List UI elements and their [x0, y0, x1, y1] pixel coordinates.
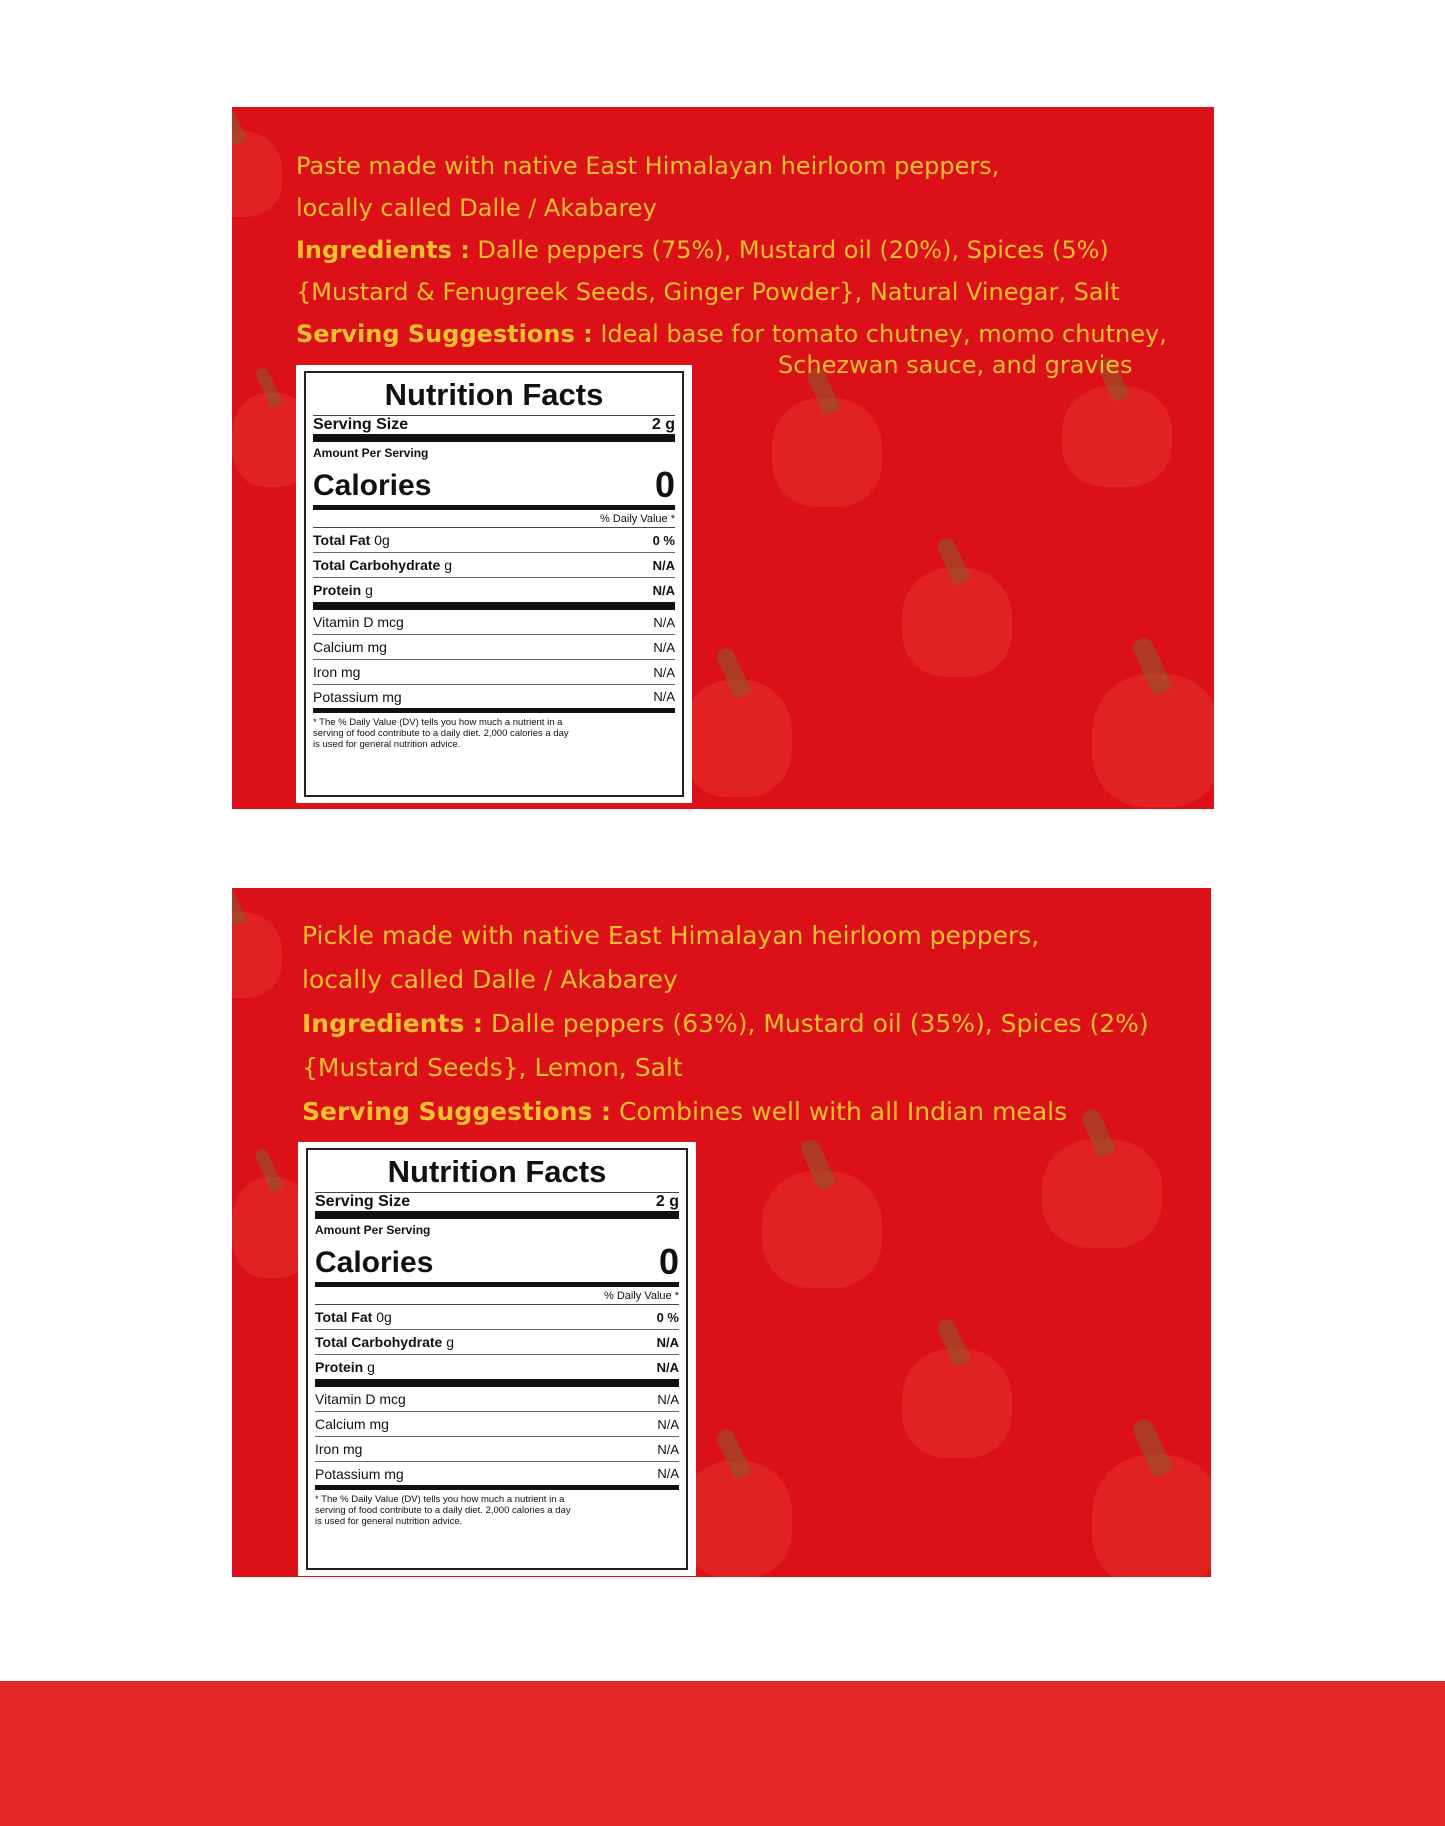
footnote-line: * The % Daily Value (DV) tells you how much a nutrient in a: [313, 717, 563, 728]
nutrient-unit: g: [367, 1359, 375, 1375]
pickle-intro-line1: Pickle made with native East Himalayan heirloom peppers,: [302, 921, 1040, 950]
amount-per-serving: Amount Per Serving: [313, 446, 429, 460]
pepper-icon: [232, 888, 282, 998]
nutrient-unit: 0g: [374, 532, 390, 548]
vitamin-row-potassium: [315, 1462, 679, 1490]
vitamin-row-potassium: [313, 685, 675, 713]
nutrient-unit: 0g: [376, 1309, 392, 1325]
pepper-icon: [1092, 637, 1214, 807]
nutrient-name: Total Carbohydrate: [315, 1334, 443, 1350]
pepper-icon: [1092, 1418, 1211, 1577]
nutrient-unit: g: [365, 582, 373, 598]
serving-size-label: Serving Size: [313, 416, 409, 433]
pepper-icon: [232, 107, 282, 217]
footnote-line: serving of food contribute to a daily diet. 2,000 calories a day: [315, 1505, 571, 1516]
paste-description: [296, 145, 1196, 385]
vitamin-row-calcium: [315, 1412, 679, 1437]
nutrient-value: 0 %: [652, 532, 675, 548]
serving-size-label: Serving Size: [315, 1193, 411, 1210]
nutrition-facts-panel: [298, 1142, 696, 1576]
nutrient-name: Total Fat: [313, 532, 371, 548]
vitamin-row-iron: [313, 660, 675, 685]
nutrient-value: N/A: [656, 1334, 679, 1350]
paste-intro-line1: Paste made with native East Himalayan heirloom peppers,: [296, 152, 1000, 180]
paste-ingredients-line1: [296, 229, 1196, 271]
vitamin-name: Calcium mg: [313, 639, 387, 655]
nutrient-name: Protein: [313, 582, 362, 598]
vitamin-row-vitamin-d: [313, 610, 675, 635]
pickle-ingredients-text: Dalle peppers (63%), Mustard oil (35%), Spices (2%): [483, 1009, 1149, 1038]
pickle-label-panel: [232, 888, 1211, 1577]
serving-heading: Serving Suggestions :: [302, 1097, 612, 1126]
vitamin-name: Potassium mg: [313, 688, 402, 705]
nutrient-name: Total Carbohydrate: [313, 557, 441, 573]
paste-intro-line2: locally called Dalle / Akabarey: [296, 194, 657, 222]
pickle-ingredients-line2: {Mustard Seeds}, Lemon, Salt: [302, 1053, 683, 1082]
footnote-line: * The % Daily Value (DV) tells you how much a nutrient in a: [315, 1494, 565, 1505]
vitamin-name: Iron mg: [315, 1441, 363, 1457]
vitamin-value: N/A: [653, 639, 675, 655]
serving-size-value: 2 g: [655, 1193, 679, 1210]
nutrient-row-protein: [313, 578, 675, 610]
serving-size-value: 2 g: [651, 416, 675, 433]
calories-value: 0: [658, 1241, 679, 1282]
vitamin-value: N/A: [657, 1466, 679, 1481]
nutrient-row-total-carbohydrate: [313, 553, 675, 578]
calories-row: [315, 1237, 679, 1287]
paste-serving-text: Ideal base for tomato chutney, momo chutney,: [592, 320, 1167, 348]
nutrition-facts-title: Nutrition Facts: [313, 375, 675, 416]
paste-ingredients-text: Dalle peppers (75%), Mustard oil (20%), Spices (5%): [469, 236, 1109, 264]
amount-per-serving: Amount Per Serving: [315, 1223, 431, 1237]
pepper-icon: [902, 537, 1012, 677]
nutrient-value: N/A: [652, 557, 675, 573]
nutrient-unit: g: [446, 1334, 454, 1350]
vitamin-value: N/A: [657, 1416, 679, 1432]
serving-size-row: [313, 416, 675, 442]
vitamin-name: Vitamin D mcg: [315, 1391, 406, 1407]
footnote-line: is used for general nutrition advice.: [315, 1516, 463, 1527]
nutrient-name: Total Fat: [315, 1309, 373, 1325]
nutrient-value: N/A: [652, 582, 675, 598]
pickle-description: [302, 914, 1202, 1144]
nutrient-value: N/A: [656, 1359, 679, 1375]
pepper-icon: [772, 367, 882, 507]
pepper-icon: [682, 647, 792, 797]
vitamin-value: N/A: [653, 614, 675, 630]
nutrition-facts-panel: [296, 365, 692, 803]
vitamin-name: Iron mg: [313, 664, 361, 680]
pickle-intro-line2: locally called Dalle / Akabarey: [302, 965, 678, 994]
calories-label: Calories: [313, 469, 432, 502]
nutrition-footnote: [315, 1494, 679, 1527]
nutrient-row-total-carbohydrate: [315, 1330, 679, 1355]
nutrition-facts-title: Nutrition Facts: [315, 1152, 679, 1193]
footnote-line: serving of food contribute to a daily diet. 2,000 calories a day: [313, 728, 569, 739]
pepper-icon: [682, 1428, 792, 1577]
vitamin-row-calcium: [313, 635, 675, 660]
pickle-ingredients-line1: [302, 1002, 1202, 1046]
pickle-serving-line1: [302, 1090, 1202, 1134]
vitamin-value: N/A: [653, 664, 675, 680]
vitamin-name: Potassium mg: [315, 1465, 404, 1482]
calories-row: [313, 460, 675, 510]
nutrient-row-total-fat: [313, 528, 675, 553]
footer-band: [0, 1681, 1445, 1826]
nutrition-footnote: [313, 717, 675, 750]
calories-value: 0: [654, 464, 675, 505]
nutrient-unit: g: [444, 557, 452, 573]
vitamin-name: Calcium mg: [315, 1416, 389, 1432]
vitamin-name: Vitamin D mcg: [313, 614, 404, 630]
nutrient-row-total-fat: [315, 1305, 679, 1330]
ingredients-heading: Ingredients :: [296, 236, 470, 264]
nutrient-row-protein: [315, 1355, 679, 1387]
vitamin-row-iron: [315, 1437, 679, 1462]
calories-label: Calories: [315, 1246, 434, 1279]
vitamin-value: N/A: [657, 1391, 679, 1407]
vitamin-row-vitamin-d: [315, 1387, 679, 1412]
nutrient-name: Protein: [315, 1359, 364, 1375]
paste-label-panel: [232, 107, 1214, 809]
nutrient-value: 0 %: [656, 1309, 679, 1325]
serving-heading: Serving Suggestions :: [296, 320, 593, 348]
serving-size-row: [315, 1193, 679, 1219]
pickle-serving-text: Combines well with all Indian meals: [611, 1097, 1068, 1126]
vitamin-value: N/A: [657, 1441, 679, 1457]
pepper-icon: [902, 1318, 1012, 1458]
pepper-icon: [762, 1138, 882, 1288]
ingredients-heading: Ingredients :: [302, 1009, 484, 1038]
daily-value-header: % Daily Value *: [315, 1287, 679, 1305]
paste-ingredients-line2: {Mustard & Fenugreek Seeds, Ginger Powder}, Natural Vinegar, Salt: [296, 278, 1120, 306]
vitamin-value: N/A: [653, 689, 675, 704]
paste-serving-line2: Schezwan sauce, and gravies: [778, 351, 1133, 379]
footnote-line: is used for general nutrition advice.: [313, 739, 461, 750]
daily-value-header: % Daily Value *: [313, 510, 675, 528]
